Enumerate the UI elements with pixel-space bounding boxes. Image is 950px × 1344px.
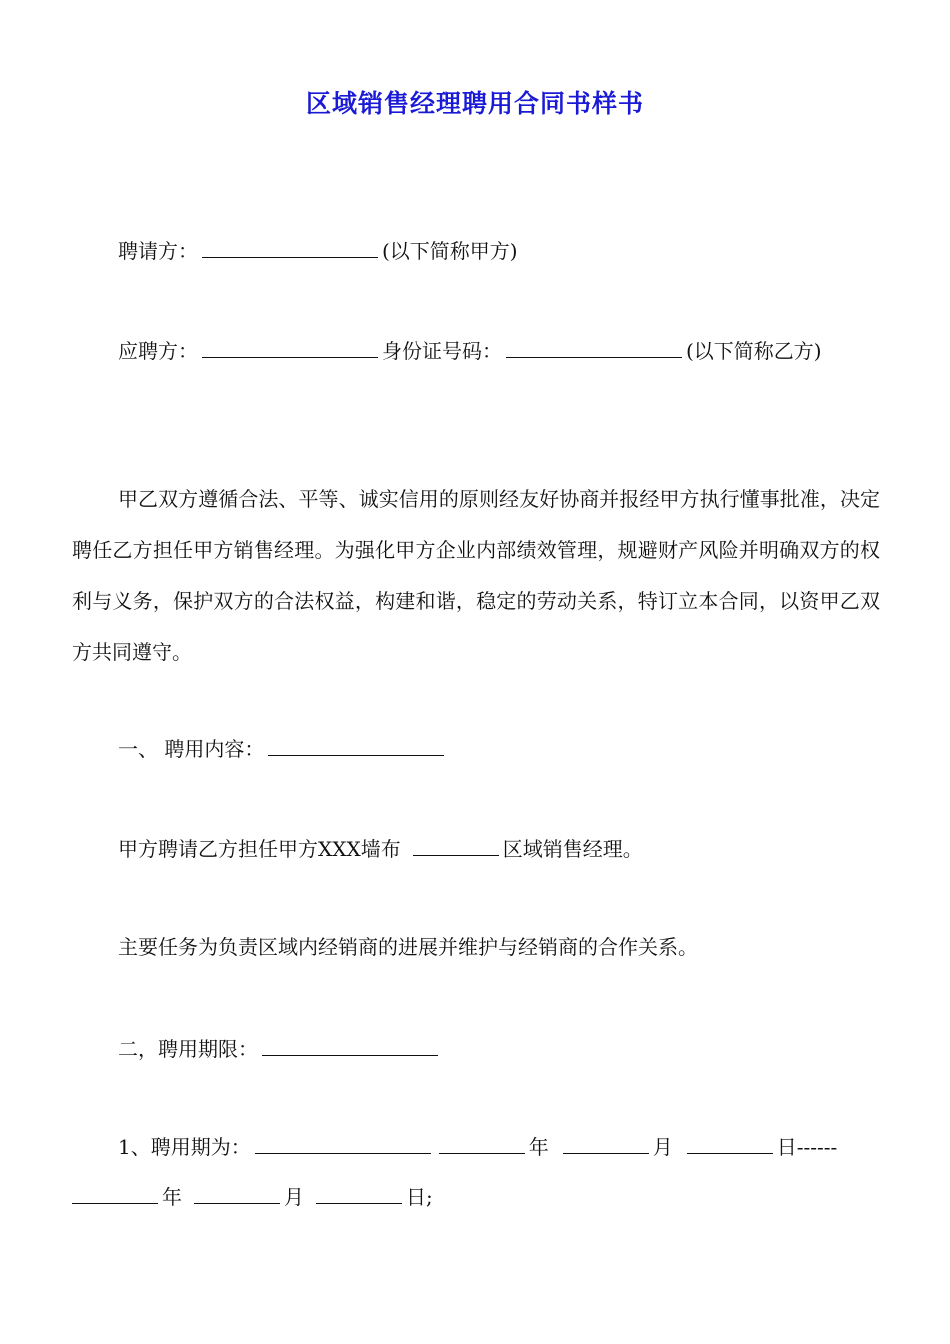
section2-blank <box>262 1035 438 1056</box>
start-day-label: 日------ <box>776 1135 838 1159</box>
employer-blank <box>202 237 378 258</box>
start-month-label: 月 <box>652 1135 673 1159</box>
document-title: 区域销售经理聘用合同书样书 <box>305 89 644 118</box>
start-day-blank <box>687 1133 773 1154</box>
term-line-continued <box>72 1182 433 1212</box>
section1-line1-suffix: 区域销售经理。 <box>502 837 643 861</box>
employee-line <box>118 336 822 366</box>
region-blank <box>413 835 499 856</box>
employer-label: 聘请方： <box>118 239 198 263</box>
section1-blank <box>268 735 444 756</box>
term-line <box>118 1132 837 1162</box>
intro-paragraph: 甲乙双方遵循合法、平等、诚实信用的原则经友好协商并报经甲方执行懂事批准，决定聘任乙方担任甲方销售经理。为强化甲方企业内部绩效管理，规避财产风险并明确双方的权利与义务，保护双方的合法权益，构建和谐，稳定的劳动关系，特订立本合同，以资甲乙双方共同遵守。 <box>72 487 880 664</box>
section1-line1 <box>118 834 643 864</box>
employee-label: 应聘方： <box>118 339 198 363</box>
section2-heading-line <box>118 1034 442 1064</box>
start-year-blank <box>439 1133 525 1154</box>
start-year-label: 年 <box>528 1135 549 1159</box>
id-label: 身份证号码： <box>382 339 502 363</box>
employer-line <box>118 236 518 266</box>
end-month-blank <box>194 1183 280 1204</box>
section1-line2: 主要任务为负责区域内经销商的进展并维护与经销商的合作关系。 <box>118 935 698 959</box>
start-month-blank <box>563 1133 649 1154</box>
term-blank <box>255 1133 431 1154</box>
id-blank <box>506 337 682 358</box>
employer-suffix: (以下简称甲方) <box>382 239 518 263</box>
end-month-label: 月 <box>284 1185 304 1209</box>
end-day-label: 日; <box>406 1185 433 1209</box>
term-label: 1、聘用期为： <box>118 1135 251 1159</box>
section1-heading-line <box>118 734 448 764</box>
employee-suffix: (以下简称乙方) <box>686 339 822 363</box>
section1-heading: 一、 聘用内容： <box>118 737 265 761</box>
section2-heading: 二，聘用期限： <box>118 1037 258 1061</box>
employee-blank <box>202 337 378 358</box>
end-year-blank <box>72 1183 158 1204</box>
end-day-blank <box>316 1183 402 1204</box>
section1-line1-prefix: 甲方聘请乙方担任甲方XXX墙布 <box>118 837 401 861</box>
end-year-label: 年 <box>162 1185 182 1209</box>
